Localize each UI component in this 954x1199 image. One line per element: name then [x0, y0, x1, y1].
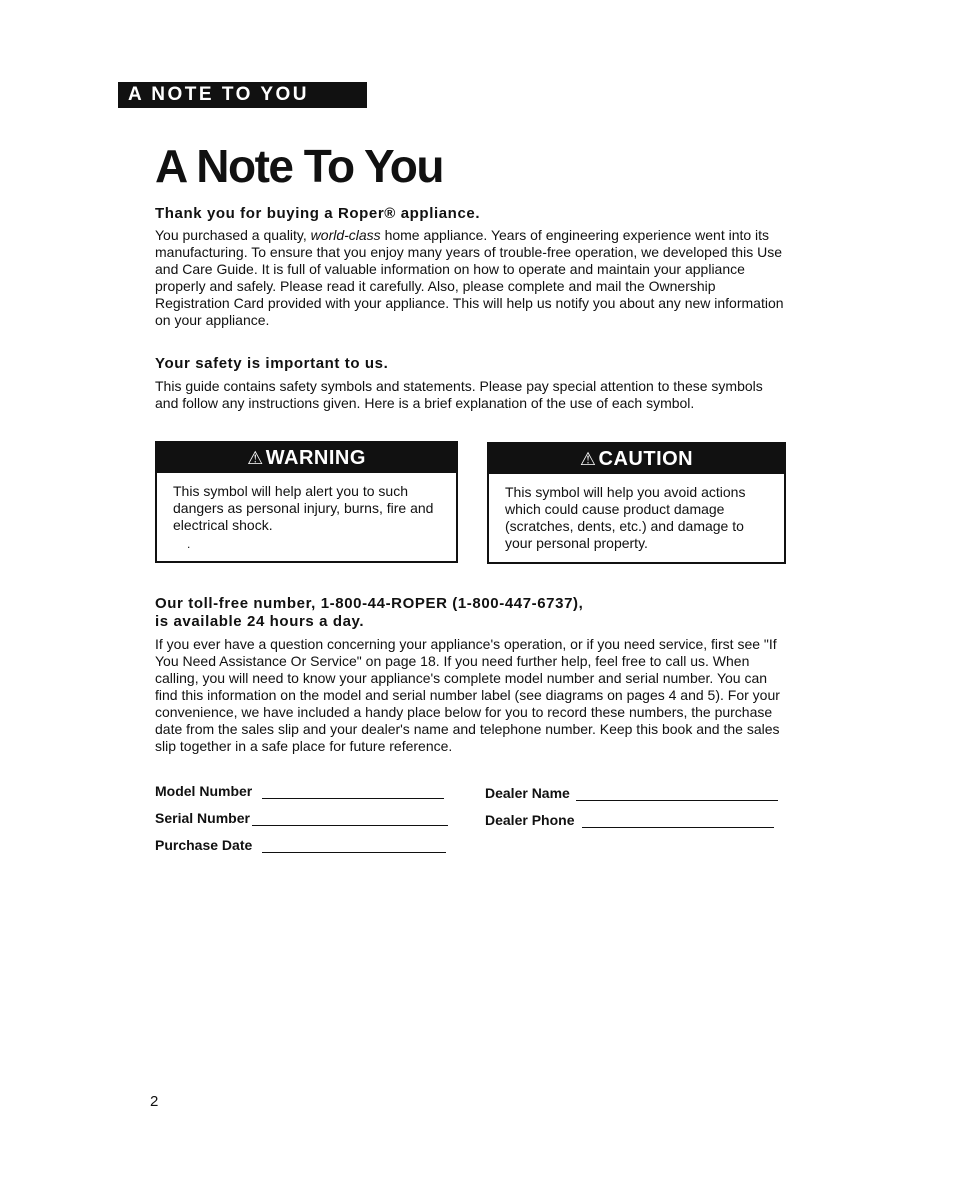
- serial-number-label: Serial Number: [155, 810, 250, 826]
- safety-paragraph: This guide contains safety symbols and statements. Please pay special attention to these symbols and follow any instructions given. Here is a brief explanation of the use of each symbol.: [155, 378, 763, 411]
- warning-stray-mark: .: [187, 537, 191, 551]
- model-number-line[interactable]: [262, 784, 444, 799]
- thank-you-text-italic: world-class: [310, 227, 381, 243]
- page-number: 2: [150, 1093, 159, 1110]
- caution-text: This symbol will help you avoid actions which could cause product damage (scratches, dents, etc.) and damage to your personal property.: [505, 484, 746, 551]
- warning-text: This symbol will help alert you to such dangers as personal injury, burns, fire and electrical shock.: [173, 483, 434, 533]
- caution-header: [489, 444, 784, 474]
- dealer-phone-line[interactable]: [582, 813, 774, 828]
- warning-triangle-icon: ⚠: [247, 448, 264, 468]
- section-banner: A NOTE TO YOU: [118, 82, 367, 108]
- serial-number-line[interactable]: [252, 811, 448, 826]
- toll-free-heading-line1: Our toll-free number, 1-800-44-ROPER (1-800-447-6737),: [155, 595, 584, 612]
- safety-heading: Your safety is important to us.: [155, 355, 389, 372]
- purchase-date-label: Purchase Date: [155, 837, 253, 853]
- dealer-phone-field: [485, 812, 774, 828]
- thank-you-paragraph: [155, 227, 787, 329]
- purchase-date-line[interactable]: [262, 838, 446, 853]
- purchase-date-field: [155, 837, 446, 853]
- thank-you-heading: Thank you for buying a Roper® appliance.: [155, 205, 481, 222]
- caution-label: CAUTION: [598, 448, 694, 470]
- model-number-field: [155, 783, 444, 799]
- caution-triangle-icon: ⚠: [579, 449, 597, 469]
- model-number-label: Model Number: [155, 783, 253, 799]
- thank-you-text-end: home appliance. Years of engineering experience went into its manufacturing. To ensure that you enjoy many years of trouble-free operation, we developed this Use and Care Guide. It is full of valuable information on how to operate and maintain your appliance properly and safely. Please read it carefully. Also, please complete and mail the Ownership Registration Card provided with your appliance. This will help us notify you about any new information on your appliance.: [155, 227, 784, 328]
- thank-you-text-start: You purchased a quality,: [155, 227, 311, 243]
- toll-free-paragraph: If you ever have a question concerning your appliance's operation, or if you need service, first see "If You Need Assistance Or Service" on page 18. If you need further help, feel free to call us. When calling, you will need to know your appliance's complete model number and serial number. You can find this information on the model and serial number label (see diagrams on pages 4 and 5). For your convenience, we have included a handy place below for you to record these numbers, the purchase date from the sales slip and your dealer's name and telephone number. Keep this book and the sales slip together in a safe place for future reference.: [155, 636, 780, 754]
- dealer-name-label: Dealer Name: [485, 785, 570, 801]
- page-title: A Note To You: [155, 140, 443, 192]
- toll-free-heading-line2: is available 24 hours a day.: [155, 613, 365, 630]
- warning-label: WARNING: [265, 447, 366, 469]
- serial-number-field: [155, 810, 448, 826]
- warning-header: [157, 443, 456, 473]
- dealer-phone-label: Dealer Phone: [485, 812, 575, 828]
- warning-box: [155, 441, 458, 563]
- toll-free-heading: [155, 595, 583, 631]
- dealer-name-field: [485, 785, 778, 801]
- dealer-name-line[interactable]: [576, 786, 778, 801]
- caution-box: [487, 442, 786, 564]
